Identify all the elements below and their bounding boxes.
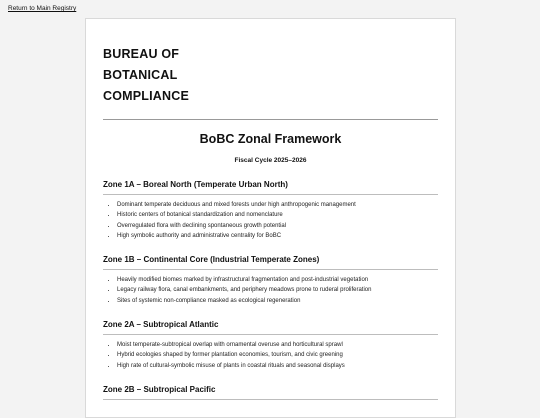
org-line-2: BOTANICAL: [103, 68, 178, 82]
document-page: [85, 18, 456, 418]
document-title: BoBC Zonal Framework: [199, 132, 342, 146]
zone-divider: [103, 269, 438, 270]
zone-bullet-item: • High rate of cultural-symbolic misuse of plants in coastal rituals and seasonal displays: [117, 361, 438, 371]
document-subtitle: Fiscal Cycle 2025–2026: [234, 157, 307, 164]
zone-bullet-item: • Historic centers of botanical standardization and nomenclature: [117, 210, 438, 220]
zone-section: [103, 180, 438, 241]
zone-divider: [103, 334, 438, 335]
zones-list: [103, 180, 438, 400]
zone-divider: [103, 399, 438, 400]
org-line-1: BUREAU OF: [103, 47, 180, 61]
zone-heading: Zone 1B – Continental Core (Industrial Temperate Zones): [103, 255, 320, 265]
zone-bullet-item: • Overregulated flora with declining spontaneous growth potential: [117, 221, 438, 231]
zone-bullet-list: [103, 340, 438, 371]
zone-bullet-item: • Legacy railway flora, canal embankments, and periphery meadows prone to ruderal proliferation: [117, 285, 438, 295]
zone-heading: Zone 1A – Boreal North (Temperate Urban North): [103, 180, 288, 189]
zone-bullet-list: [103, 275, 438, 306]
zone-bullet-list: [103, 200, 438, 241]
zone-bullet-item: • Heavily modified biomes marked by infrastructural fragmentation and post-industrial vegetation: [117, 275, 438, 285]
org-line-3: COMPLIANCE: [103, 89, 190, 103]
zone-section: [103, 255, 438, 306]
zone-bullet-item: • Sites of systemic non-compliance masked as ecological regeneration: [117, 296, 438, 306]
zone-bullet-item: • High symbolic authority and administrative centrality for BoBC: [117, 231, 438, 241]
zone-section: [103, 385, 438, 400]
zone-divider: [103, 194, 438, 195]
zone-bullet-item: • Hybrid ecologies shaped by former plantation economies, tourism, and civic greening: [117, 350, 438, 360]
zone-bullet-item: • Dominant temperate deciduous and mixed forests under high anthropogenic management: [117, 200, 438, 210]
zone-heading: Zone 2A – Subtropical Atlantic: [103, 320, 219, 330]
return-to-registry-link[interactable]: Return to Main Registry: [8, 5, 77, 12]
zone-section: [103, 320, 438, 371]
organization-name: [103, 44, 438, 107]
zone-heading: Zone 2B – Subtropical Pacific: [103, 384, 216, 394]
zone-bullet-item: • Moist temperate-subtropical overlap with ornamental overuse and horticultural sprawl: [117, 340, 438, 350]
header-divider: [103, 119, 438, 120]
